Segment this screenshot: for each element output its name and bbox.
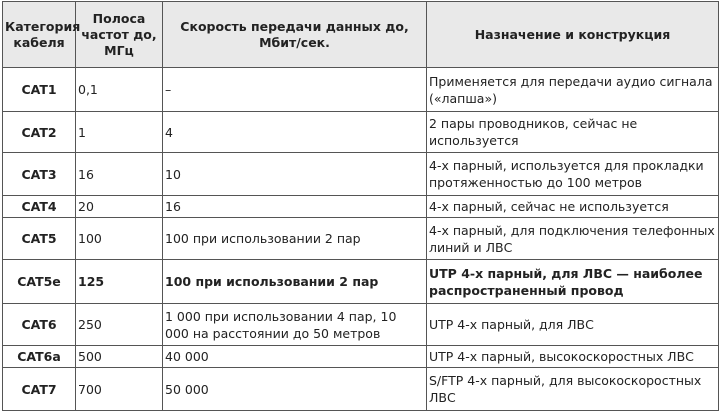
cell-purpose: Применяется для передачи аудио сигнала («лапша») — [427, 68, 719, 112]
cell-speed: 100 при использовании 2 пар — [163, 218, 427, 260]
table-row — [3, 68, 719, 112]
cell-category: CAT4 — [3, 196, 76, 218]
cell-purpose: 4-х парный, используется для прокладки протяженностью до 100 метров — [427, 153, 719, 196]
header-category: Категория кабеля — [3, 2, 76, 68]
cell-purpose: 2 пары проводников, сейчас не используется — [427, 112, 719, 153]
table-row-highlighted — [3, 260, 719, 304]
cell-speed: 50 000 — [163, 368, 427, 411]
table-row — [3, 196, 719, 218]
cell-category: CAT2 — [3, 112, 76, 153]
cell-category: CAT6 — [3, 304, 76, 346]
cell-purpose: S/FTP 4-х парный, для высокоскоростных ЛВС — [427, 368, 719, 411]
cell-band: 100 — [76, 218, 163, 260]
cell-category: CAT6a — [3, 346, 76, 368]
cell-category: CAT7 — [3, 368, 76, 411]
cell-speed: 100 при использовании 2 пар — [163, 260, 427, 304]
table-row — [3, 153, 719, 196]
cell-category: CAT5e — [3, 260, 76, 304]
cell-speed: 4 — [163, 112, 427, 153]
table-header-row — [3, 2, 719, 68]
cell-band: 125 — [76, 260, 163, 304]
cell-speed: 10 — [163, 153, 427, 196]
cell-speed: 1 000 при использовании 4 пар, 10 000 на расстоянии до 50 метров — [163, 304, 427, 346]
cell-purpose: UTP 4-х парный, для ЛВС — [427, 304, 719, 346]
cable-categories-table — [2, 1, 719, 411]
cell-band: 16 — [76, 153, 163, 196]
cell-purpose: 4-х парный, сейчас не используется — [427, 196, 719, 218]
header-speed: Скорость передачи данных до, Мбит/сек. — [163, 2, 427, 68]
cell-band: 500 — [76, 346, 163, 368]
table-row — [3, 346, 719, 368]
table-row — [3, 368, 719, 411]
table-row — [3, 218, 719, 260]
cell-speed: – — [163, 68, 427, 112]
cell-band: 250 — [76, 304, 163, 346]
cell-purpose: UTP 4-х парный, высокоскоростных ЛВС — [427, 346, 719, 368]
table-row — [3, 304, 719, 346]
cell-band: 20 — [76, 196, 163, 218]
cell-band: 1 — [76, 112, 163, 153]
cell-band: 700 — [76, 368, 163, 411]
cell-speed: 40 000 — [163, 346, 427, 368]
cell-purpose: UTP 4-х парный, для ЛВС — наиболее распространенный провод — [427, 260, 719, 304]
header-band: Полоса частот до, МГц — [76, 2, 163, 68]
header-purpose: Назначение и конструкция — [427, 2, 719, 68]
cell-purpose: 4-х парный, для подключения телефонных линий и ЛВС — [427, 218, 719, 260]
table-row — [3, 112, 719, 153]
cell-category: CAT5 — [3, 218, 76, 260]
cell-band: 0,1 — [76, 68, 163, 112]
cell-speed: 16 — [163, 196, 427, 218]
cell-category: CAT1 — [3, 68, 76, 112]
cell-category: CAT3 — [3, 153, 76, 196]
